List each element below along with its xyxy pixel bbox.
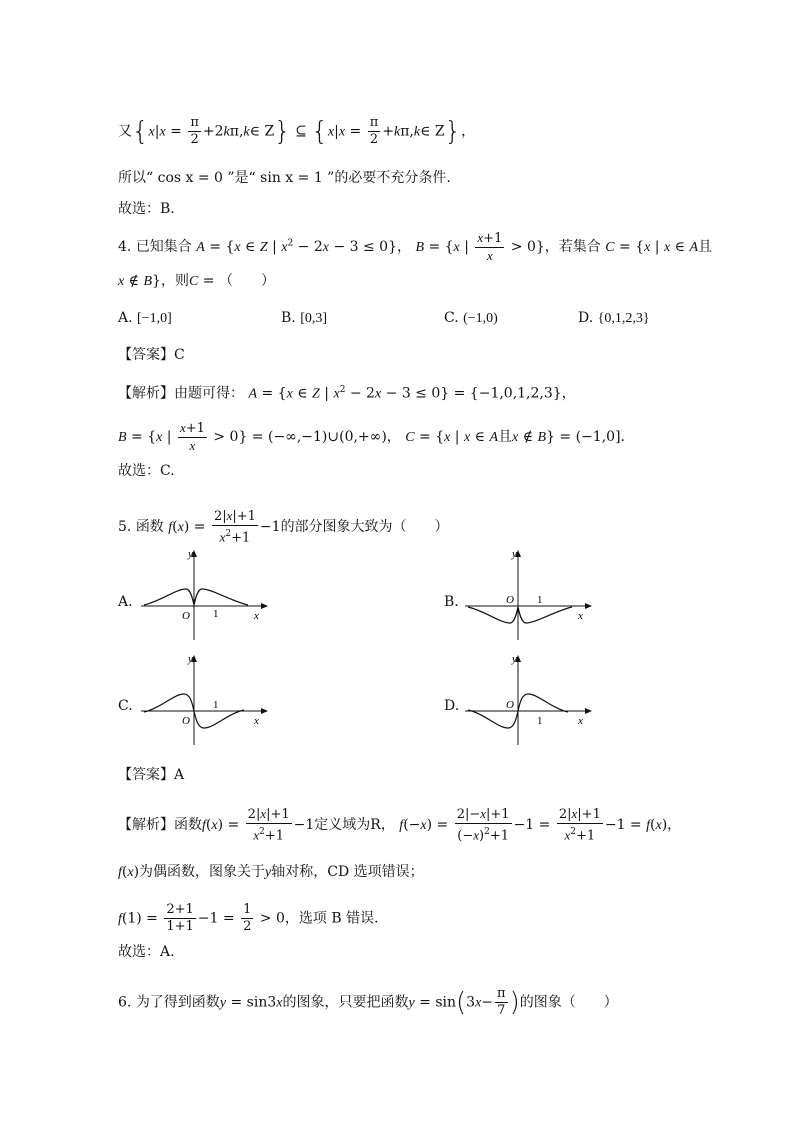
subset-symbol: ⊆ — [295, 123, 307, 140]
graph-a-one: 1 — [213, 608, 219, 620]
q5-option-c[interactable]: C. — [118, 698, 133, 714]
conclusion-line: 所以“ cos x = 0 ”是“ sin x = 1 ”的必要不充分条件. — [118, 170, 451, 186]
graph-a-x: x — [254, 610, 259, 622]
q5-answer: 【答案】A — [118, 767, 185, 783]
question-6-stem: 6. 为了得到函数y = sin3x的图象，只要把函数y = sin(3x− $\frac{\pi}{7}$ )的图象（ ） — [118, 986, 618, 1018]
graph-c-one: 1 — [213, 699, 219, 711]
graph-b — [460, 545, 600, 645]
graph-b-o: O — [506, 594, 514, 606]
graph-d-y: y — [512, 653, 517, 665]
set-inclusion-line: 又{x|x = $\frac{\pi}{2}$ +2kπ,k∈ Z} ⊆ {x|x = $\frac{\pi}{2}$ +kπ,k∈ Z}， — [118, 115, 476, 147]
q4-analysis: 【解析】由题可得： A = {x ∈ Z | $x^2 - 2x - 3 \le 0\} = \{-1,0,1,2,3\}$， — [118, 385, 576, 402]
q4-pick: 故选：C. — [118, 463, 175, 479]
question-5-stem: 5. 函数 f(x) = $\frac{2|x|+1}{x^2+1}$ −1的部分图象大致为（ ） — [118, 508, 449, 546]
q5-analysis: 【解析】函数f(x) = $\frac{2|x|+1}{x^2+1}$ −1定义域为R， f(−x) = $\frac{2|-x|+1}{(-x)^2+1}$ −1 = $\frac{2|x|+1}{x^2+1}$ −1 = f(x)， — [118, 806, 682, 844]
q4-option-c[interactable]: C. (−1,0) — [444, 310, 498, 326]
q5-option-d[interactable]: D. — [444, 698, 460, 714]
question-4-stem-cont: x ∉ B}，则C = （ ） — [118, 273, 275, 289]
graph-c — [136, 650, 276, 750]
q5-option-a[interactable]: A. — [118, 594, 133, 610]
q5-b-wrong: f(1) = $\frac{2+1}{1+1}$ −1 = $\frac{1}{2}$ > 0，选项 B 错误. — [118, 902, 379, 934]
q5-option-b[interactable]: B. — [444, 594, 459, 610]
text-prefix: 又 — [118, 123, 132, 140]
graph-a-y: y — [188, 548, 193, 560]
q4-option-b[interactable]: B. [0,3] — [281, 310, 328, 326]
q4-option-d[interactable]: D. {0,1,2,3} — [578, 310, 650, 326]
graph-a-o: O — [182, 610, 190, 622]
graph-d-o: O — [506, 699, 514, 711]
graph-b-y: y — [512, 548, 517, 560]
graph-d-x: x — [578, 715, 583, 727]
graph-d — [460, 650, 600, 750]
graph-c-y: y — [188, 653, 193, 665]
graph-b-x: x — [578, 610, 583, 622]
q5-pick: 故选：A. — [118, 944, 175, 960]
q5-even: f(x)为偶函数，图象关于y轴对称，CD 选项错误； — [118, 864, 424, 880]
graph-b-one: 1 — [537, 594, 543, 606]
q4-analysis-cont: B = {x | $\frac{x+1}{x}$ > 0} = (−∞,−1)∪(0,+∞)， C = {x | x ∈ A且x ∉ B} = (−1,0]. — [118, 420, 625, 453]
graph-d-one: 1 — [537, 715, 543, 727]
q4-option-a[interactable]: A. [−1,0] — [118, 310, 172, 326]
graph-c-o: O — [182, 715, 190, 727]
question-4-stem: 4. 已知集合 A = {x ∈ Z | $x^2 - 2x - 3 \le 0$}， B = {x | $\frac{x+1}{x}$ > 0}，若集合 C = {x | x ∈ A且 — [118, 230, 713, 263]
q4-answer: 【答案】C — [118, 347, 185, 363]
choice-line: 故选：B. — [118, 201, 175, 217]
graph-c-x: x — [254, 715, 259, 727]
graph-a — [136, 545, 276, 645]
